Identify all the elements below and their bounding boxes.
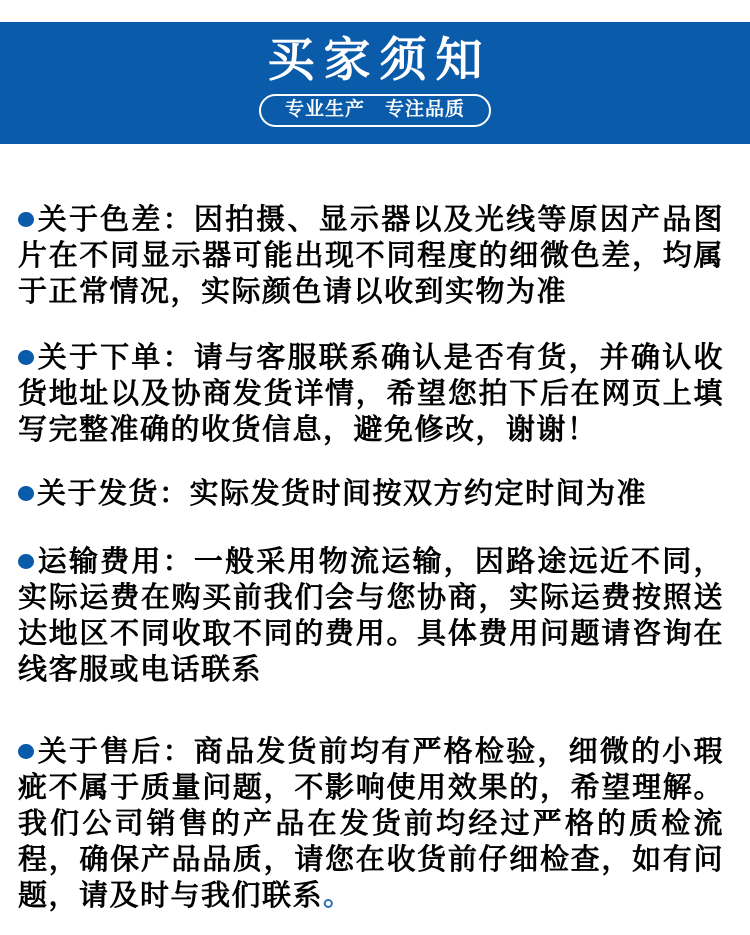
banner-subtitle: 专业生产 专注品质 xyxy=(284,99,465,120)
notice-body: 请与客服联系确认是否有货，并确认收货地址以及协商发货详情，希望您拍下后在网页上填写完整准确的收货信息，避免修改，谢谢！ xyxy=(18,342,724,446)
notice-body: 商品发货前均有严格检验，细微的小瑕疵不属于质量问题，不影响使用效果的，希望理解。我们公司销售的产品在发货前均经过严格的质检流程，确保产品品质，请您在收货前仔细检查，如有问题，请及时与我们联系 xyxy=(18,736,724,912)
notice-after-sales xyxy=(18,734,724,914)
bullet-icon xyxy=(18,486,34,501)
bullet-icon xyxy=(18,744,34,759)
notice-body: 一般采用物流运输，因路途远近不同，实际运费在购买前我们会与您协商，实际运费按照送达地区不同收取不同的费用。具体费用问题请咨询在线客服或电话联系 xyxy=(18,546,724,686)
notice-label: 关于售后： xyxy=(37,736,194,768)
notice-label: 运输费用： xyxy=(37,546,194,578)
notice-ordering xyxy=(18,340,724,448)
notice-label: 关于下单： xyxy=(37,342,194,374)
notice-color-difference xyxy=(18,202,724,310)
notice-freight-cost xyxy=(18,544,724,688)
notice-label: 关于发货： xyxy=(37,478,190,510)
notice-label: 关于色差： xyxy=(37,204,194,236)
top-white-spacer xyxy=(0,0,750,22)
notice-tail: 。 xyxy=(323,880,354,912)
page-title: 买家须知 xyxy=(267,33,492,86)
notice-list xyxy=(0,144,750,914)
notice-shipping xyxy=(18,476,724,512)
banner-subtitle-pill xyxy=(259,94,491,127)
notice-body: 实际发货时间按双方约定时间为准 xyxy=(189,478,648,510)
notice-body: 因拍摄、显示器以及光线等原因产品图片在不同显示器可能出现不同程度的细微色差，均属于正常情况，实际颜色请以收到实物为准 xyxy=(18,204,724,308)
banner xyxy=(0,22,750,144)
bullet-icon xyxy=(18,212,34,227)
bullet-icon xyxy=(18,554,34,569)
bullet-icon xyxy=(18,350,34,365)
